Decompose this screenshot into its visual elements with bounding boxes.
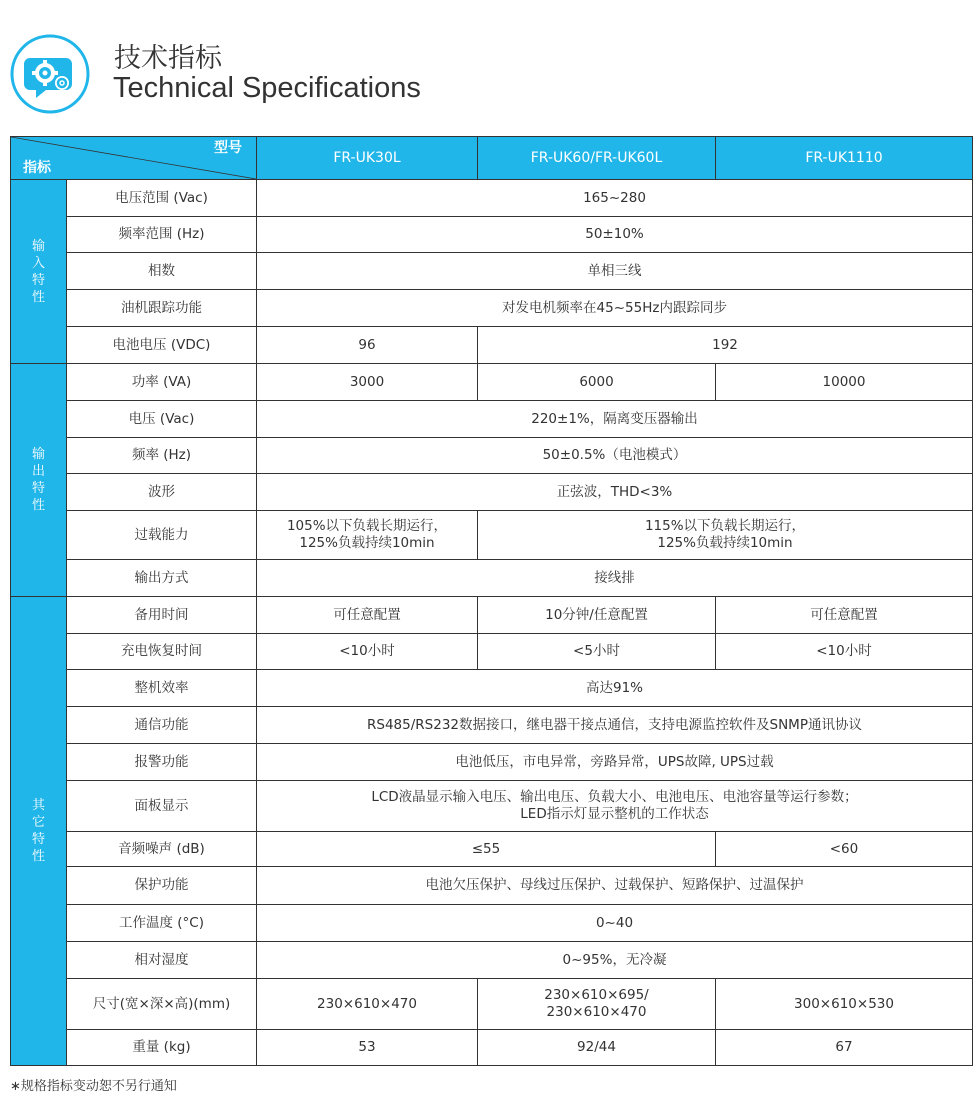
row-value (478, 979, 716, 1030)
table-row (11, 401, 973, 438)
row-value: <60 (716, 832, 973, 867)
row-label: 相对湿度 (67, 942, 257, 979)
table-row (11, 438, 973, 474)
row-label: 频率 (Hz) (67, 438, 257, 474)
page-title-zh: 技术指标 (114, 43, 222, 74)
model-header-2: FR-UK60/FR-UK60L (478, 137, 716, 180)
row-value: 可任意配置 (716, 597, 973, 634)
row-label: 电压范围 (Vac) (67, 180, 257, 217)
table-row (11, 217, 973, 253)
table-row (11, 511, 973, 560)
row-value: 50±10% (257, 217, 973, 253)
row-value (257, 511, 478, 560)
table-row (11, 832, 973, 867)
row-label: 电池电压 (VDC) (67, 327, 257, 364)
row-value: 单相三线 (257, 253, 973, 290)
page-title-en: Technical Specifications (113, 72, 421, 104)
row-value: 电池低压，市电异常，旁路异常，UPS故障, UPS过载 (257, 744, 973, 781)
row-label: 通信功能 (67, 707, 257, 744)
row-value: RS485/RS232数据接口，继电器干接点通信，支持电源监控软件及SNMP通讯协议 (257, 707, 973, 744)
value-line: 115%以下负载长期运行， (644, 518, 806, 534)
group-input: 输入特性 (11, 180, 67, 364)
gear-chat-icon (10, 34, 90, 114)
table-row (11, 634, 973, 670)
row-value: 10000 (716, 364, 973, 401)
group-output: 输出特性 (11, 364, 67, 597)
table-row (11, 744, 973, 781)
footnote: ∗规格指标变动恕不另行通知 (10, 1079, 177, 1094)
table-row (11, 290, 973, 327)
value-line: LED指示灯显示整机的工作状态 (520, 806, 709, 822)
value-line: 230×610×470 (546, 1004, 647, 1020)
row-value: 10分钟/任意配置 (478, 597, 716, 634)
row-value: 6000 (478, 364, 716, 401)
row-value: ≤55 (257, 832, 716, 867)
value-line: 105%以下负载长期运行， (286, 518, 448, 534)
row-value: 高达91% (257, 670, 973, 707)
row-label: 面板显示 (67, 781, 257, 832)
row-value: 对发电机频率在45~55Hz内跟踪同步 (257, 290, 973, 327)
row-label: 报警功能 (67, 744, 257, 781)
row-value: <10小时 (257, 634, 478, 670)
table-row (11, 180, 973, 217)
row-value (478, 511, 973, 560)
row-label: 油机跟踪功能 (67, 290, 257, 327)
row-label: 波形 (67, 474, 257, 511)
row-value (257, 781, 973, 832)
table-row (11, 364, 973, 401)
table-row (11, 670, 973, 707)
table-row (11, 1030, 973, 1066)
row-label: 备用时间 (67, 597, 257, 634)
row-value: 电池欠压保护、母线过压保护、过载保护、短路保护、过温保护 (257, 867, 973, 905)
row-value: 接线排 (257, 560, 973, 597)
row-value: 192 (478, 327, 973, 364)
table-header-row (11, 137, 973, 180)
row-value: 50±0.5%（电池模式） (257, 438, 973, 474)
table-row (11, 253, 973, 290)
row-label: 功率 (VA) (67, 364, 257, 401)
row-value: 67 (716, 1030, 973, 1066)
row-value: 0~40 (257, 905, 973, 942)
table-row (11, 327, 973, 364)
row-label: 尺寸(宽×深×高)(mm) (67, 979, 257, 1030)
row-value: 165~280 (257, 180, 973, 217)
spec-table (10, 136, 973, 1066)
row-label: 保护功能 (67, 867, 257, 905)
table-row (11, 560, 973, 597)
row-value: 230×610×470 (257, 979, 478, 1030)
table-row (11, 597, 973, 634)
row-value: <5小时 (478, 634, 716, 670)
table-row (11, 781, 973, 832)
row-label: 重量 (kg) (67, 1030, 257, 1066)
row-value: 96 (257, 327, 478, 364)
value-line: 125%负载持续10min (299, 535, 435, 551)
row-value: 0~95%，无冷凝 (257, 942, 973, 979)
row-value: 220±1%，隔离变压器输出 (257, 401, 973, 438)
row-label: 输出方式 (67, 560, 257, 597)
table-row (11, 474, 973, 511)
row-value: <10小时 (716, 634, 973, 670)
table-row (11, 707, 973, 744)
value-line: 125%负载持续10min (657, 535, 793, 551)
row-label: 频率范围 (Hz) (67, 217, 257, 253)
table-row (11, 942, 973, 979)
row-label: 过载能力 (67, 511, 257, 560)
row-label: 整机效率 (67, 670, 257, 707)
value-line: 230×610×695/ (544, 987, 649, 1003)
table-row (11, 979, 973, 1030)
model-header-1: FR-UK30L (257, 137, 478, 180)
row-value: 3000 (257, 364, 478, 401)
row-value: 300×610×530 (716, 979, 973, 1030)
corner-header-cell (11, 137, 257, 180)
row-label: 相数 (67, 253, 257, 290)
value-line: LCD液晶显示输入电压、输出电压、负载大小、电池电压、电池容量等运行参数； (371, 789, 858, 805)
row-label: 电压 (Vac) (67, 401, 257, 438)
model-header-3: FR-UK1110 (716, 137, 973, 180)
model-label: 型号 (214, 140, 242, 156)
row-value: 92/44 (478, 1030, 716, 1066)
group-other: 其它特性 (11, 597, 67, 1066)
row-label: 工作温度 (°C) (67, 905, 257, 942)
row-label: 充电恢复时间 (67, 634, 257, 670)
spec-label: 指标 (23, 160, 51, 176)
row-value: 正弦波，THD<3% (257, 474, 973, 511)
row-value: 53 (257, 1030, 478, 1066)
row-value: 可任意配置 (257, 597, 478, 634)
table-row (11, 905, 973, 942)
row-label: 音频噪声 (dB) (67, 832, 257, 867)
table-row (11, 867, 973, 905)
